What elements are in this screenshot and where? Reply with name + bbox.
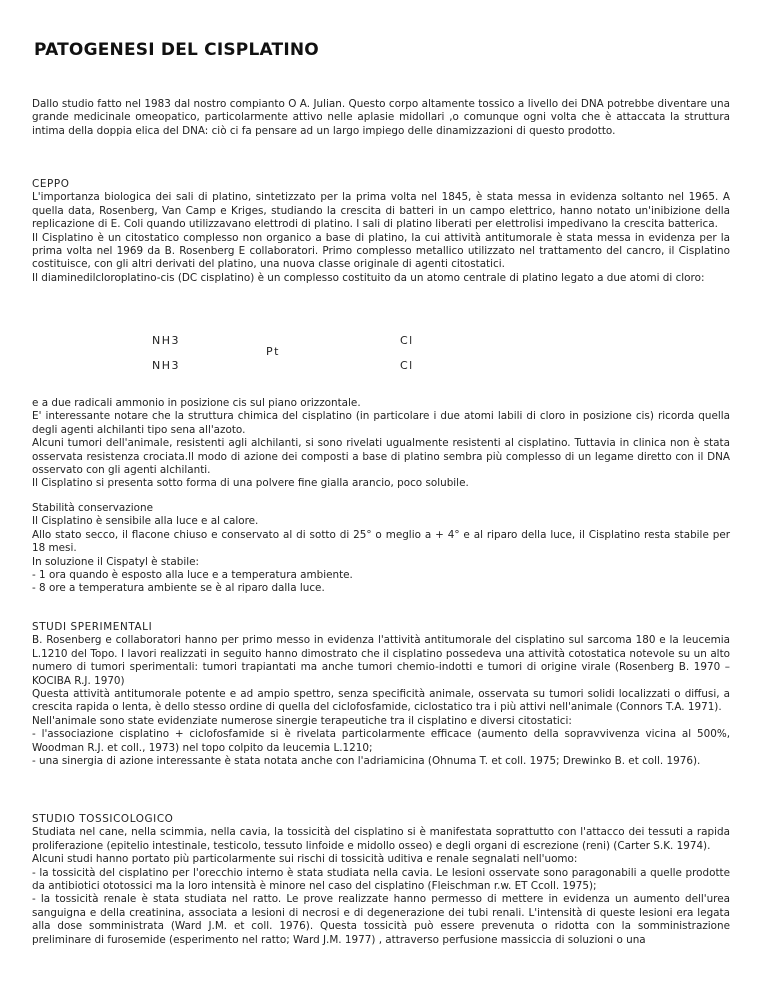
tossicologico-paragraph: - la tossicità del cisplatino per l'orecchio interno è stata studiata nella cavia. Le lesioni osservate sono paragonabili a quelle prodotte da antibiotici ototossici ma la loro intensità è minore nel caso del cisplatino (Fleischman r.w. ET Ccoll. 1975);: [32, 866, 730, 893]
ceppo-paragraph: Il Cisplatino è un citostatico complesso non organico a base di platino, la cui attività antitumorale è stata messa in evidenza per la prima volta nel 1969 da B. Rosenberg E collaboratori. Primo complesso metallico utilizzato nel trattamento del cancro, il Cisplatino costituisce, con gli altri derivati del platino, una nuova classe originale di agenti citostatici.: [32, 231, 730, 271]
body-paragraph: e a due radicali ammonio in posizione cis sul piano orizzontale.: [32, 397, 361, 409]
after-formula-section: [32, 397, 730, 491]
studi-heading: STUDI SPERIMENTALI: [32, 621, 153, 633]
formula-pt: Pt: [266, 345, 280, 358]
ceppo-section: [32, 178, 730, 285]
studi-paragraph: Nell'animale sono state evidenziate numerose sinergie terapeutiche tra il cisplatino e diversi citostatici:: [32, 714, 572, 727]
stabilita-heading: Stabilità conservazione: [32, 502, 153, 514]
stabilita-line: In soluzione il Cispatyl è stabile:: [32, 555, 199, 568]
ceppo-paragraph: Il diaminedilcloroplatino-cis (DC cisplatino) è un complesso costituito da un atomo centrale di platino legato a due atomi di cloro:: [32, 271, 705, 284]
formula-cl-top: Cl: [400, 334, 414, 347]
formula-nh3-top: NH3: [152, 334, 180, 347]
formula-cl-bottom: Cl: [400, 359, 414, 372]
stabilita-line: Il Cisplatino è sensibile alla luce e al calore.: [32, 515, 259, 528]
tossicologico-paragraph: - la tossicità renale è stata studiata nel ratto. Le prove realizzate hanno permesso di mettere in evidenza un aumento dell'urea sanguigna e della creatinina, associata a lesioni di necrosi e di degenerazione dei tubi renali. L'intensità di queste lesioni era legata alla dose somministrata (Ward J.M. et coll. 1976). Questa tossicità può essere prevenuta o ridotta con la somministrazione preliminare di furosemide (esperimento nel ratto; Ward J.M. 1977) , attraverso perfusione massiccia di soluzioni o una: [32, 893, 730, 946]
studi-paragraph: Questa attività antitumorale potente e ad ampio spettro, senza specificità animale, osservata su tumori solidi localizzati o diffusi, a crescita rapida o lenta, è dello stesso ordine di quella del ciclofosfamide, ciclostatico tra i più attivi nell'animale (Connors T.A. 1971).: [32, 688, 730, 714]
stabilita-line: - 8 ore a temperatura ambiente se è al riparo dalla luce.: [32, 582, 325, 595]
tossicologico-paragraph: Studiata nel cane, nella scimmia, nella cavia, la tossicità del cisplatino si è manifestata soprattutto con l'attacco dei tessuti a rapida proliferazione (epitelio intestinale, testicolo, tessuto linfoide e midollo osseo) e degli organi di escrezione (reni) (Carter S.K. 1974).: [32, 826, 730, 852]
ceppo-heading: CEPPO: [32, 178, 70, 190]
stabilita-line: - 1 ora quando è esposto alla luce e a temperatura ambiente.: [32, 569, 353, 582]
studi-paragraph: - l'associazione cisplatino + ciclofosfamide si è rivelata particolarmente efficace (aumento della sopravvivenza vicina al 500%, Woodman R.J. et coll., 1973) nel topo colpito da leucemia L.1210;: [32, 728, 730, 754]
studi-section: [32, 621, 730, 768]
stabilita-section: [32, 502, 730, 596]
body-paragraph: Il Cisplatino si presenta sotto forma di una polvere fine gialla arancio, poco solubile.: [32, 477, 469, 490]
stabilita-line: Allo stato secco, il flacone chiuso e conservato al di sotto di 25° o meglio a + 4° e al riparo della luce, il Cisplatino resta stabile per 18 mesi.: [32, 528, 730, 555]
studi-paragraph: - una sinergia di azione interessante è stata notata anche con l'adriamicina (Ohnuma T. et coll. 1975; Drewinko B. et coll. 1976).: [32, 755, 701, 768]
body-paragraph: Alcuni tumori dell'animale, resistenti agli alchilanti, si sono rivelati ugualmente resistenti al cisplatino. Tuttavia in clinica non è stata osservata resistenza crociata.Il modo di azione dei composti a base di platino sembra più complesso di un legame diretto con il DNA osservato con gli agenti alchilanti.: [32, 437, 730, 477]
tossicologico-heading: STUDIO TOSSICOLOGICO: [32, 813, 174, 825]
intro-section: [32, 98, 730, 138]
tossicologico-section: [32, 813, 730, 947]
tossicologico-paragraph: Alcuni studi hanno portato più particolarmente sui rischi di tossicità uditiva e renale segnalati nell'uomo:: [32, 853, 578, 866]
studi-paragraph: B. Rosenberg e collaboratori hanno per primo messo in evidenza l'attività antitumorale del cisplatino sul sarcoma 180 e la leucemia L.1210 del Topo. I lavori realizzati in seguito hanno dimostrato che il cisplatino possedeva una attività cotostatica notevole su un alto numero di tumori sperimentali: tumori trapiantati ma anche tumori chemio-indotti e tumori di origine virale (Rosenberg B. 1970 – KOCIBA R.J. 1970): [32, 634, 730, 687]
page-title: PATOGENESI DEL CISPLATINO: [34, 40, 319, 60]
ceppo-paragraph: L'importanza biologica dei sali di platino, sintetizzato per la prima volta nel 1845, è stata messa in evidenza soltanto nel 1965. A quella data, Rosenberg, Van Camp e Kriges, studiando la crescita di batteri in un campo elettrico, hanno notato un'inibizione della replicazione di E. Coli quando utilizzavano elettrodi di platino. I sali di platino liberati per elettrolisi impedivano la crescita batterica.: [32, 191, 730, 231]
intro-paragraph: Dallo studio fatto nel 1983 dal nostro compianto O A. Julian. Questo corpo altamente tossico a livello dei DNA potrebbe diventare una grande medicinale omeopatico, particolarmente attivo nelle aplasie midollari ,o comunque ogni volta che è attaccata la struttura intima della doppia elica del DNA: ciò ci fa pensare ad un largo impiego delle dinamizzazioni di questo prodotto.: [32, 98, 730, 137]
body-paragraph: E' interessante notare che la struttura chimica del cisplatino (in particolare i due atomi labili di cloro in posizione cis) ricorda quella degli agenti alchilanti tipo sena all'azoto.: [32, 410, 730, 436]
formula-nh3-bottom: NH3: [152, 359, 180, 372]
